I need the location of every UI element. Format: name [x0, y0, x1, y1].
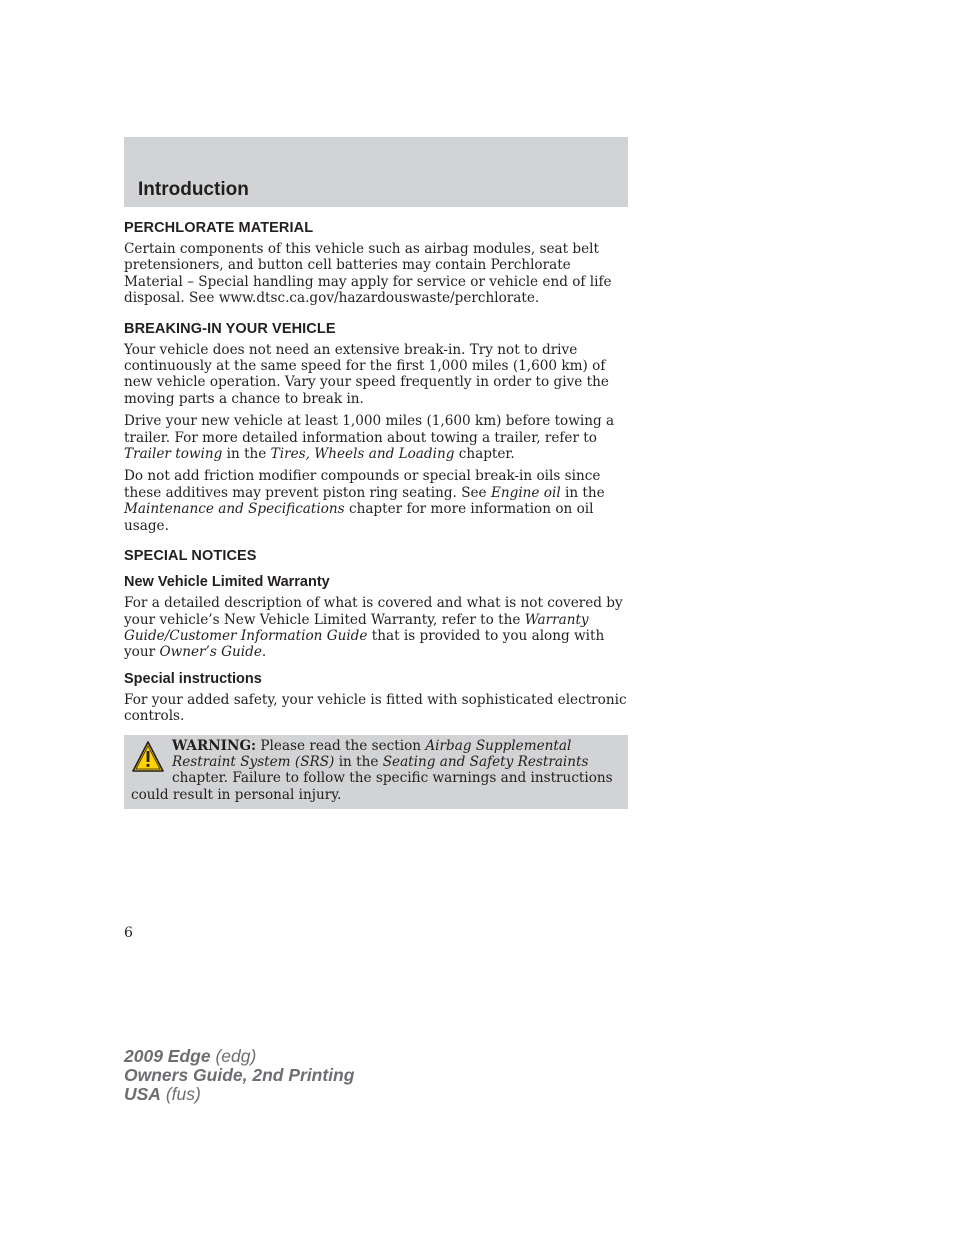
warning-triangle-icon [131, 740, 165, 774]
page-number: 6 [124, 925, 133, 941]
section-heading: PERCHLORATE MATERIAL [124, 220, 314, 236]
main-content [124, 220, 628, 809]
paragraph: Drive your new vehicle at least 1,000 miles (1,600 km) before towing a trailer. For more detailed information about towing a trailer, refer to Trailer towing in the Tires, Wheels and Loading chapter. [124, 413, 615, 463]
paragraph: Your vehicle does not need an extensive break-in. Try not to drive continuously at the same speed for the first 1,000 miles (1,600 km) of new vehicle operation. Vary your speed frequently in order to give the moving parts a chance to break in. [124, 341, 609, 407]
section-special-notices [124, 548, 628, 809]
section-perchlorate [124, 220, 628, 307]
paragraph: For your added safety, your vehicle is fitted with sophisticated electronic controls. [124, 691, 627, 725]
paragraph: Certain components of this vehicle such as airbag modules, seat belt pretensioners, and button cell batteries may contain Perchlorate Material – Special handling may apply for service or vehicle end of life disposal. See www.dtsc.ca.gov/hazardouswaste/perchlorate. [124, 241, 612, 307]
page-title: Introduction [138, 179, 249, 200]
paragraph: For a detailed description of what is covered and what is not covered by your vehicle’s New Vehicle Limited Warranty, refer to the Warranty Guide/Customer Information Guide that is provided to you along with your Owner’s Guide. [124, 595, 623, 661]
paragraph: Do not add friction modifier compounds or special break-in oils since these additives may prevent piston ring seating. See Engine oil in the Maintenance and Specifications chapter for more information on oil usage. [124, 468, 605, 534]
footer [124, 1047, 354, 1104]
warning-text: WARNING: Please read the section Airbag Supplemental Restraint System (SRS) in the Seating and Safety Restraints chapter. Failure to follow the specific warnings and instructions could result in personal injury. [131, 737, 613, 803]
section-breaking-in [124, 321, 628, 534]
header-band [124, 137, 628, 207]
footer-line: USA (fus) [124, 1084, 201, 1104]
section-heading: BREAKING-IN YOUR VEHICLE [124, 320, 336, 337]
subsection-heading: Special instructions [124, 670, 262, 687]
footer-line: Owners Guide, 2nd Printing [124, 1065, 355, 1085]
subsection-heading: New Vehicle Limited Warranty [124, 574, 330, 591]
footer-line: 2009 Edge (edg) [124, 1046, 257, 1066]
warning-box [124, 735, 628, 810]
section-heading: SPECIAL NOTICES [124, 548, 257, 565]
